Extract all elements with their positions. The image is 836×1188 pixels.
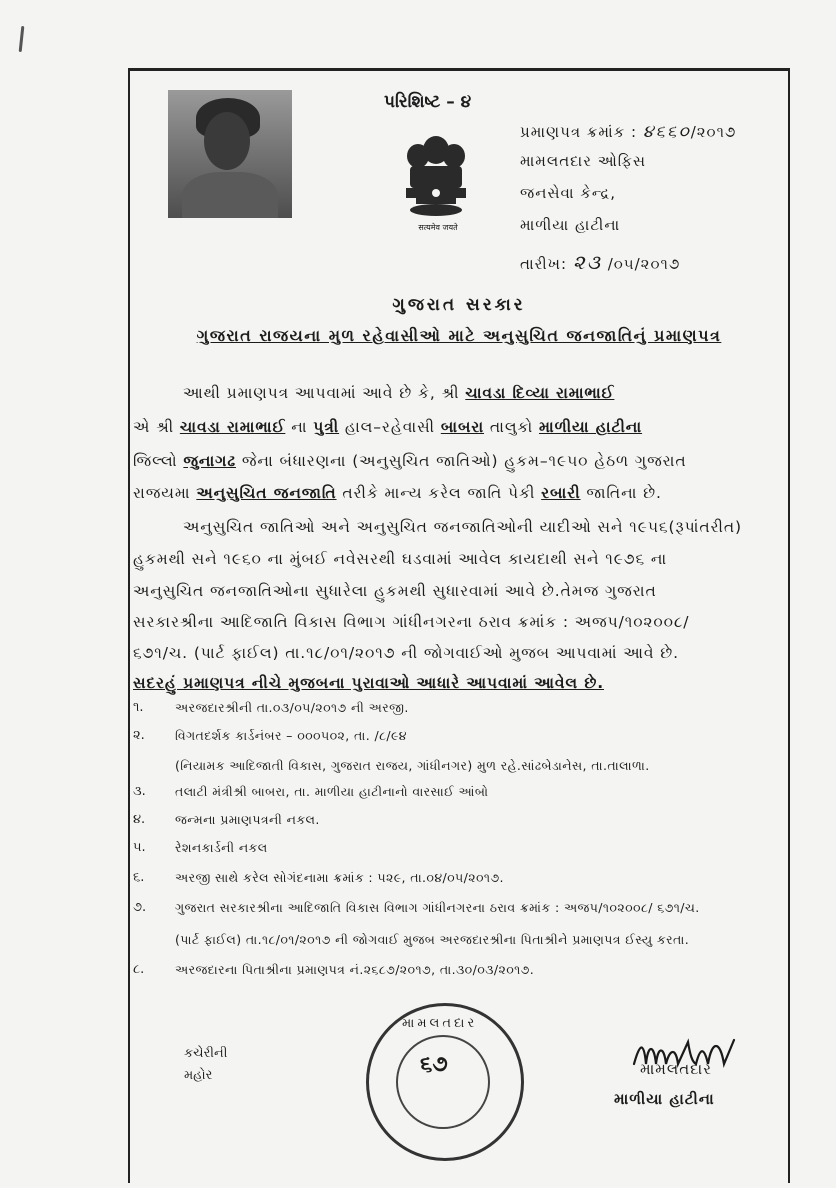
taluka: માળીયા હાટીના xyxy=(538,418,643,436)
certificate-title-text: ગુજરાત રાજયના મુળ રહેવાસીઓ માટે અનુસુચિત જનજાતિનું પ્રમાણપત્ર xyxy=(196,326,722,345)
text: હાલ–રહેવાસી xyxy=(344,418,435,436)
emblem-motto: सत्यमेव जयते xyxy=(418,223,458,232)
office-line-3: માળીયા હાટીના xyxy=(520,216,621,234)
proof-item-3: તલાટી મંત્રીશ્રી બાબરા, તા. માળીયા હાટીનાનો વારસાઈ આંબો xyxy=(175,784,489,799)
date-label: તારીખ: xyxy=(520,255,568,273)
seal-center-text: ૬૭ xyxy=(420,1052,448,1077)
para2-line1: અનુસુચિત જાતિઓ અને અનુસુચિત જનજાતિઓની યાદીઓ સને ૧૯૫૬(રૂપાંતરીત) xyxy=(183,518,742,536)
para1-line2 xyxy=(133,418,788,437)
proof-number: ૫. xyxy=(133,840,146,855)
text: આથી પ્રમાણપત્ર આપવામાં આવે છે કે, શ્રી xyxy=(183,384,460,402)
signatory-place: માળીયા હાટીના xyxy=(614,1090,715,1108)
village: બાબરા xyxy=(440,418,485,436)
para1-line3 xyxy=(133,452,788,471)
proofs-heading xyxy=(133,674,788,693)
proofs-heading-text: સદરહું પ્રમાણપત્ર નીચે મુજબના પુરાવાઓ આધારે આપવામાં આવેલ છે. xyxy=(133,674,605,692)
government-heading: ગુજરાત સરકાર xyxy=(392,295,526,315)
proof-item-4: જન્મના પ્રમાણપત્રની નકલ. xyxy=(175,812,320,827)
para2-line3: અનુસુચિત જનજાતિઓના સુધારેલા હુકમથી સુધારવામાં આવે છે.તેમજ ગુજરાત xyxy=(133,582,657,600)
para1-line4 xyxy=(133,484,788,503)
seal-ring-text: મામલતદાર xyxy=(402,1016,478,1031)
certificate-title xyxy=(128,326,790,346)
photo-face xyxy=(204,112,250,170)
para2-line5: ૬૭૧/ચ. (પાર્ટ ફાઈલ) તા.૧૮/૦૧/૨૦૧૭ ની જોગવાઈઓ મુજબ આપવામાં આવે છે. xyxy=(133,644,679,662)
proof-number: ૬. xyxy=(133,870,145,885)
office-line-1: મામલતદાર ઓફિસ xyxy=(520,152,647,170)
proof-number: ૭. xyxy=(133,900,147,915)
proof-item-6: અરજી સાથે કરેલ સોગંદનામા ક્રમાંક : ૫૨૯, તા.૦૪/૦૫/૨૦૧૭. xyxy=(175,870,504,885)
proof-item-2: વિગતદર્શક કાર્ડનંબર – ૦૦૦૫૦૨, તા. /૮/૯૪ xyxy=(175,728,407,743)
photo-body xyxy=(182,172,278,218)
office-seal-inner xyxy=(396,1035,490,1129)
date-rest: /૦૫/૨૦૧૭ xyxy=(607,255,681,273)
office-seal-label-2: મહોર xyxy=(184,1068,213,1083)
office-line-2: જનસેવા કેન્દ્ર, xyxy=(520,184,617,202)
tribe-category: અનુસુચિત જનજાતિ xyxy=(196,484,337,502)
para1-line1 xyxy=(133,384,836,403)
district: જુનાગઢ xyxy=(183,452,236,470)
text: જેના બંધારણના (અનુસુચિત જાતિઓ) હુકમ–૧૯૫૦ હેઠળ ગુજરાત xyxy=(241,452,687,470)
signatory-title: મામલતદાર xyxy=(640,1060,712,1078)
father-name: ચાવડા રામાભાઈ xyxy=(179,418,286,436)
proof-number: ૮. xyxy=(133,962,145,977)
applicant-photo xyxy=(168,90,292,218)
relation: પુત્રી xyxy=(313,418,340,436)
proof-number: ૨. xyxy=(133,728,145,743)
text: તાલુકો xyxy=(489,418,534,436)
proof-number: ૩. xyxy=(133,784,146,799)
cert-no-year: /૨૦૧૭ xyxy=(690,123,737,141)
text: રાજયમા xyxy=(133,484,191,502)
text: જાતિના છે. xyxy=(586,484,662,502)
proof-item-5: રેશનકાર્ડની નકલ xyxy=(175,840,268,855)
text: તરીકે માન્ય કરેલ જાતિ પેકી xyxy=(342,484,536,502)
annex-label: પરિશિષ્ટ – ૪ xyxy=(384,92,472,112)
margin-mark xyxy=(19,26,25,52)
proof-item-7-detail: (પાર્ટ ફાઈલ) તા.૧૮/૦૧/૨૦૧૭ ની જોગવાઈ મુજબ અરજદારશ્રીના પિતાશ્રીને પ્રમાણપત્ર ઈસ્યુ કરતા. xyxy=(175,932,690,947)
issue-date xyxy=(520,250,680,274)
proof-item-8: અરજદારના પિતાશ્રીના પ્રમાણપત્ર નં.૨૬૮૭/૨૦૧૭, તા.૩૦/૦૩/૨૦૧૭. xyxy=(175,962,535,977)
caste-name: રબારી xyxy=(541,484,581,502)
proof-number: ૧. xyxy=(133,700,144,715)
cert-no-value: ૪૬૬૦ xyxy=(642,122,691,142)
text: જિલ્લો xyxy=(133,452,178,470)
proof-item-7: ગુજરાત સરકારશ્રીના આદિજાતિ વિકાસ વિભાગ ગાંધીનગરના ઠરાવ ક્રમાંક : અજપ/૧૦૨૦૦૮/ ૬૭૧/ચ. xyxy=(175,900,700,915)
applicant-name: ચાવડા દિવ્યા રામાભાઈ xyxy=(465,384,615,402)
proof-item-1: અરજદારશ્રીની તા.૦૩/૦૫/૨૦૧૭ ની અરજી. xyxy=(175,700,409,715)
cert-no-label: પ્રમાણપત્ર ક્રમાંક : xyxy=(520,123,638,141)
proof-number: ૪. xyxy=(133,812,146,827)
certificate-number xyxy=(520,122,736,142)
date-day: ૨૩ xyxy=(572,250,602,274)
office-seal-label-1: કચેરીની xyxy=(184,1046,228,1061)
para2-line4: સરકારશ્રીના આદિજાતિ વિકાસ વિભાગ ગાંધીનગરના ઠરાવ ક્રમાંક : અજપ/૧૦૨૦૦૮/ xyxy=(133,613,690,631)
text: એ શ્રી xyxy=(133,418,175,436)
proof-item-2-detail: (નિયામક આદિજાતી વિકાસ, ગુજરાત રાજય, ગાંધીનગર) મુળ રહે.સાંઢબેડાનેસ, તા.તાલાળા. xyxy=(175,758,650,773)
text: ના xyxy=(291,418,308,436)
para2-line2: હુકમથી સને ૧૯૬૦ ના મુંબઈ નવેસરથી ઘડવામાં આવેલ કાયદાથી સને ૧૯૭૬ ના xyxy=(133,550,668,568)
